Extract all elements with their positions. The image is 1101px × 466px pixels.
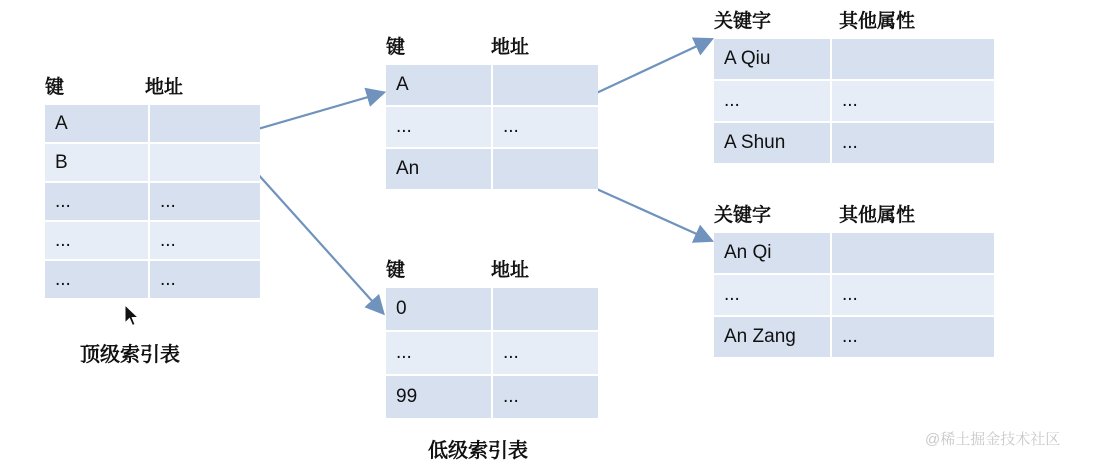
header-address: 地址 [491, 37, 530, 58]
cell-key: ... [45, 183, 150, 222]
arrow-mid-to-record-an [590, 186, 710, 240]
cell-keyword: A Shun [714, 123, 832, 165]
top-index-table-headers [45, 72, 260, 99]
cell-address [493, 288, 598, 332]
table-row [45, 261, 260, 300]
cell-address: ... [150, 261, 260, 300]
table-row [714, 39, 994, 81]
table-row [45, 183, 260, 222]
cell-keyword: An Zang [714, 317, 832, 359]
cell-address [150, 144, 260, 183]
cell-address: ... [493, 332, 598, 376]
mid-index-table-headers [386, 32, 601, 59]
cell-keyword: ... [714, 275, 832, 317]
table-row [45, 105, 260, 144]
cell-address: ... [493, 107, 598, 149]
table-row [386, 376, 601, 420]
cell-address: ... [150, 222, 260, 261]
header-address: 地址 [491, 260, 530, 281]
header-other-attrs: 其他属性 [839, 205, 916, 226]
header-address: 地址 [145, 77, 184, 98]
cell-key: A [386, 65, 493, 107]
table-row [45, 222, 260, 261]
cell-key: ... [386, 332, 493, 376]
arrow-top-to-mid [244, 93, 382, 133]
cell-address: ... [150, 183, 260, 222]
cell-key: 0 [386, 288, 493, 332]
table-row [386, 149, 601, 191]
table-row [714, 81, 994, 123]
record-table-an-headers [714, 200, 994, 227]
cell-key: B [45, 144, 150, 183]
cell-keyword: A Qiu [714, 39, 832, 81]
table-row [386, 332, 601, 376]
cell-other-attrs: ... [832, 123, 994, 165]
table-row [386, 288, 601, 332]
record-table-an [714, 200, 994, 359]
low-index-table-caption: 低级索引表 [428, 440, 528, 462]
table-row [714, 317, 994, 359]
cell-key: ... [45, 261, 150, 300]
mid-index-table-rows [386, 65, 601, 191]
arrow-top-to-low [256, 172, 382, 312]
header-key: 键 [45, 77, 65, 98]
cell-key: ... [386, 107, 493, 149]
low-index-table-rows [386, 288, 601, 420]
top-index-table-rows [45, 105, 260, 300]
record-table-a-rows [714, 39, 994, 165]
cell-other-attrs: ... [832, 317, 994, 359]
cell-key: A [45, 105, 150, 144]
table-row [714, 275, 994, 317]
header-keyword: 关键字 [714, 205, 772, 226]
record-table-an-rows [714, 233, 994, 359]
header-other-attrs: 其他属性 [839, 11, 916, 32]
cell-keyword: ... [714, 81, 832, 123]
cell-address [493, 65, 598, 107]
header-keyword: 关键字 [714, 11, 772, 32]
cell-key: ... [45, 222, 150, 261]
cell-other-attrs: ... [832, 81, 994, 123]
cell-key: 99 [386, 376, 493, 420]
low-index-table-headers [386, 255, 601, 282]
mid-index-table [386, 32, 601, 191]
watermark: @稀土掘金技术社区 [925, 431, 1061, 448]
table-row [386, 107, 601, 149]
header-key: 键 [386, 37, 406, 58]
top-index-table [45, 72, 260, 300]
cell-other-attrs [832, 233, 994, 275]
cell-keyword: An Qi [714, 233, 832, 275]
arrow-mid-to-record-a [590, 40, 710, 96]
header-key: 键 [386, 260, 406, 281]
cell-other-attrs [832, 39, 994, 81]
cell-other-attrs: ... [832, 275, 994, 317]
table-row [45, 144, 260, 183]
table-row [386, 65, 601, 107]
table-row [714, 233, 994, 275]
cell-key: An [386, 149, 493, 191]
record-table-a-headers [714, 6, 994, 33]
table-row [714, 123, 994, 165]
cell-address: ... [493, 376, 598, 420]
low-index-table [386, 255, 601, 420]
cell-address [493, 149, 598, 191]
top-index-table-caption: 顶级索引表 [80, 344, 180, 366]
record-table-a [714, 0, 994, 165]
cell-address [150, 105, 260, 144]
